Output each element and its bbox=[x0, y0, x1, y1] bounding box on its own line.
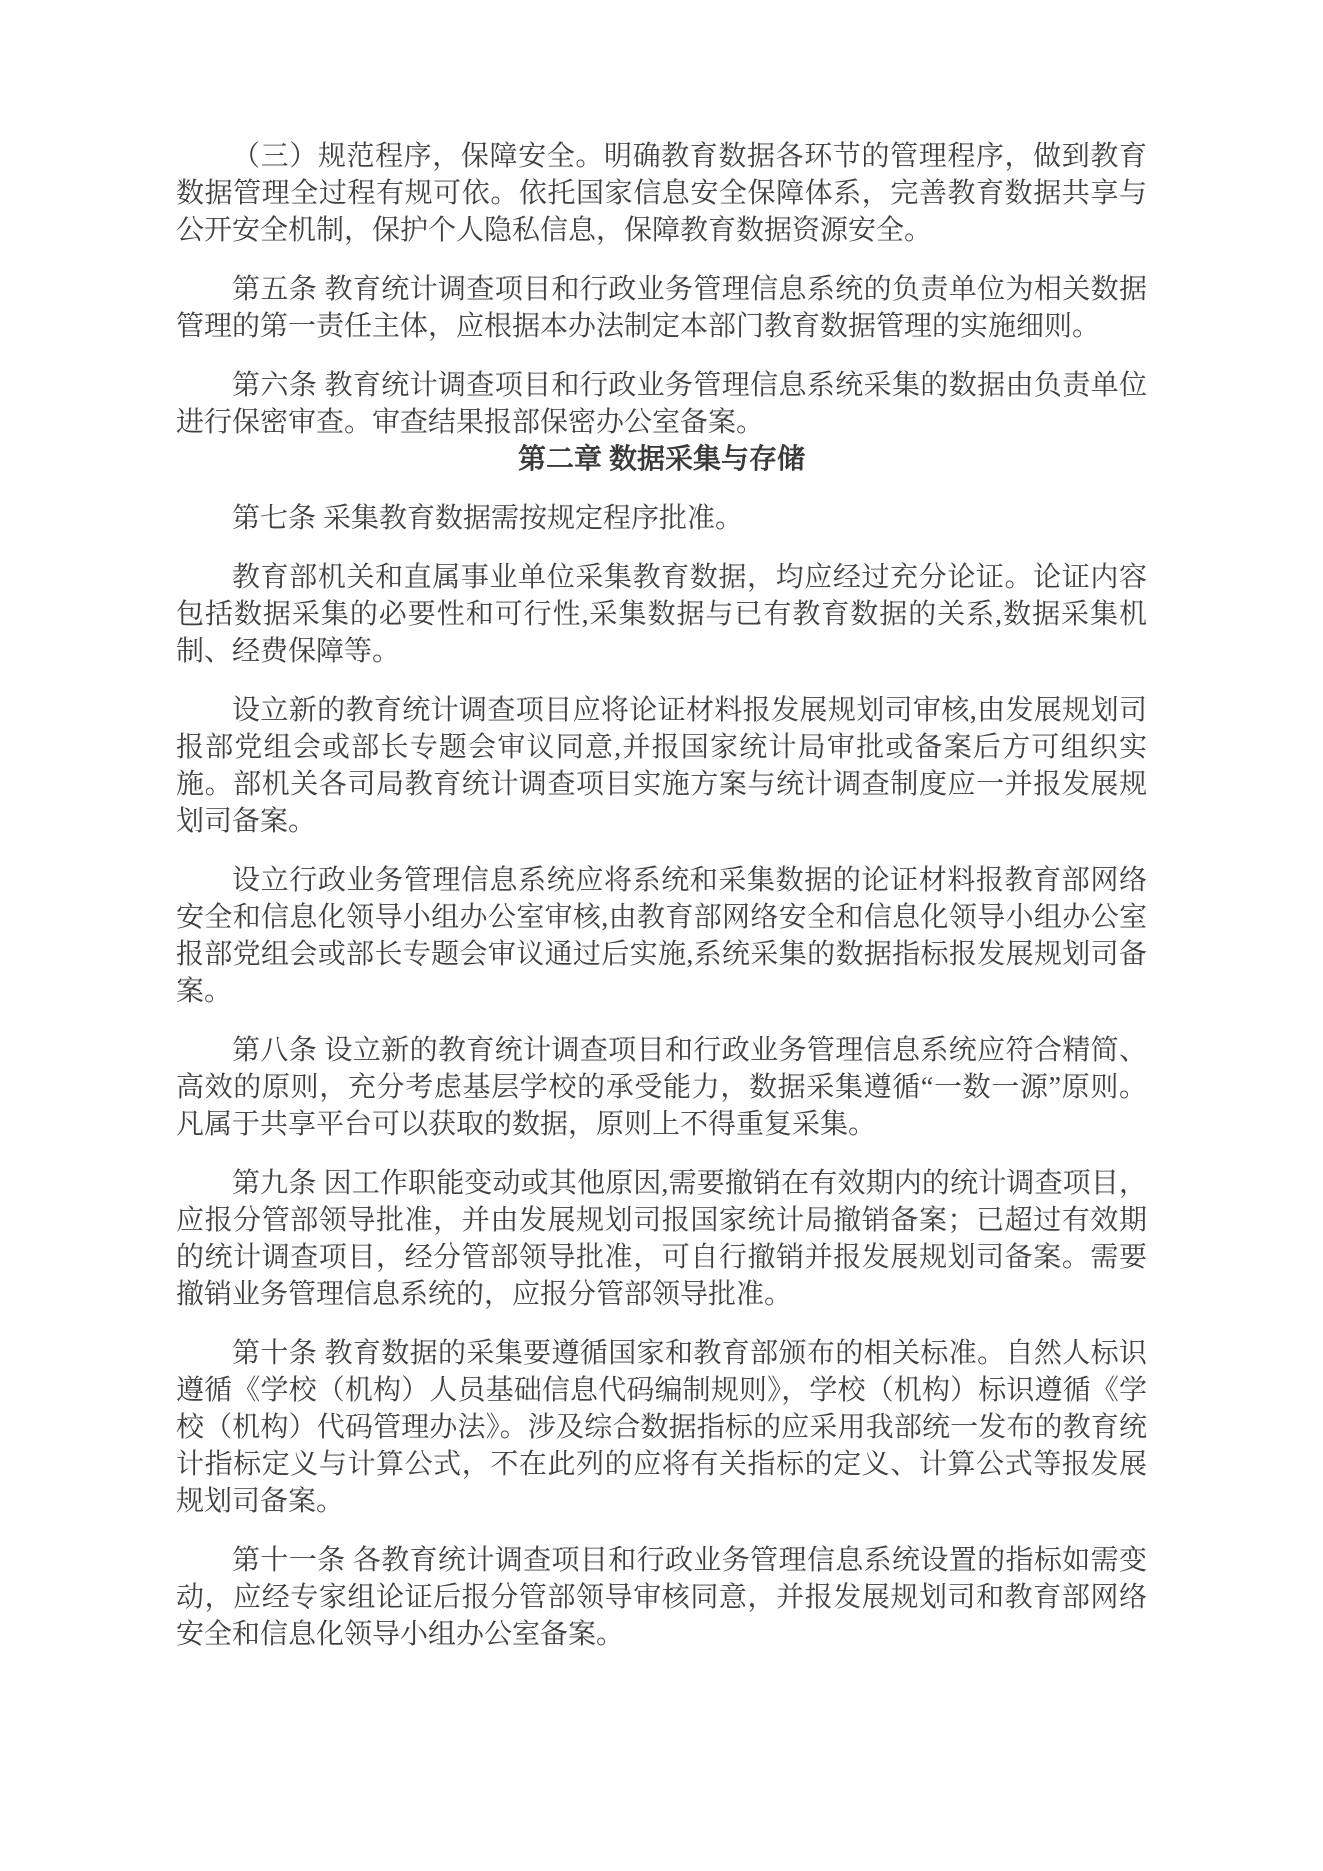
article-7-detail-admin-info-system: 设立行政业务管理信息系统应将系统和采集数据的论证材料报教育部网络安全和信息化领导小组办公室审核,由教育部网络安全和信息化领导小组办公室报部党组会或部长专题会审议通过后实施,系统采集的数据指标报发展规划司备案。 bbox=[176, 865, 1147, 1007]
article-5-paragraph: 第五条 教育统计调查项目和行政业务管理信息系统的负责单位为相关数据管理的第一责任主体，应根据本办法制定本部门教育数据管理的实施细则。 bbox=[176, 274, 1147, 342]
article-7-paragraph: 第七条 采集教育数据需按规定程序批准。 bbox=[232, 503, 744, 534]
article-7-detail-new-survey-project: 设立新的教育统计调查项目应将论证材料报发展规划司审核,由发展规划司报部党组会或部长专题会审议同意,并报国家统计局审批或备案后方可组织实施。部机关各司局教育统计调查项目实施方案与统计调查制度应一并报发展规划司备案。 bbox=[176, 695, 1147, 837]
article-6-paragraph: 第六条 教育统计调查项目和行政业务管理信息系统采集的数据由负责单位进行保密审查。审查结果报部保密办公室备案。 bbox=[176, 370, 1147, 438]
paragraph-item-3-guifan-chengxu: （三）规范程序，保障安全。明确教育数据各环节的管理程序，做到教育数据管理全过程有规可依。依托国家信息安全保障体系，完善教育数据共享与公开安全机制，保护个人隐私信息，保障教育数据资源安全。 bbox=[176, 141, 1147, 246]
article-9-paragraph: 第九条 因工作职能变动或其他原因,需要撤销在有效期内的统计调查项目，应报分管部领导批准，并由发展规划司报国家统计局撤销备案；已超过有效期的统计调查项目，经分管部领导批准，可自行撤销并报发展规划司备案。需要撤销业务管理信息系统的，应报分管部领导批准。 bbox=[176, 1168, 1147, 1310]
article-10-paragraph: 第十条 教育数据的采集要遵循国家和教育部颁布的相关标准。自然人标识遵循《学校（机构）人员基础信息代码编制规则》，学校（机构）标识遵循《学校（机构）代码管理办法》。涉及综合数据指标的应采用我部统一发布的教育统计指标定义与计算公式，不在此列的应将有关指标的定义、计算公式等报发展规划司备案。 bbox=[176, 1338, 1147, 1517]
article-8-paragraph: 第八条 设立新的教育统计调查项目和行政业务管理信息系统应符合精简、高效的原则，充分考虑基层学校的承受能力，数据采集遵循“一数一源”原则。凡属于共享平台可以获取的数据，原则上不得重复采集。 bbox=[176, 1035, 1147, 1140]
article-11-paragraph: 第十一条 各教育统计调查项目和行政业务管理信息系统设置的指标如需变动，应经专家组论证后报分管部领导审核同意，并报发展规划司和教育部网络安全和信息化领导小组办公室备案。 bbox=[176, 1545, 1147, 1650]
article-7-detail-argumentation: 教育部机关和直属事业单位采集教育数据，均应经过充分论证。论证内容包括数据采集的必要性和可行性,采集数据与已有教育数据的关系,数据采集机制、经费保障等。 bbox=[176, 562, 1147, 667]
chapter-2-heading: 第二章 数据采集与存储 bbox=[517, 444, 805, 475]
